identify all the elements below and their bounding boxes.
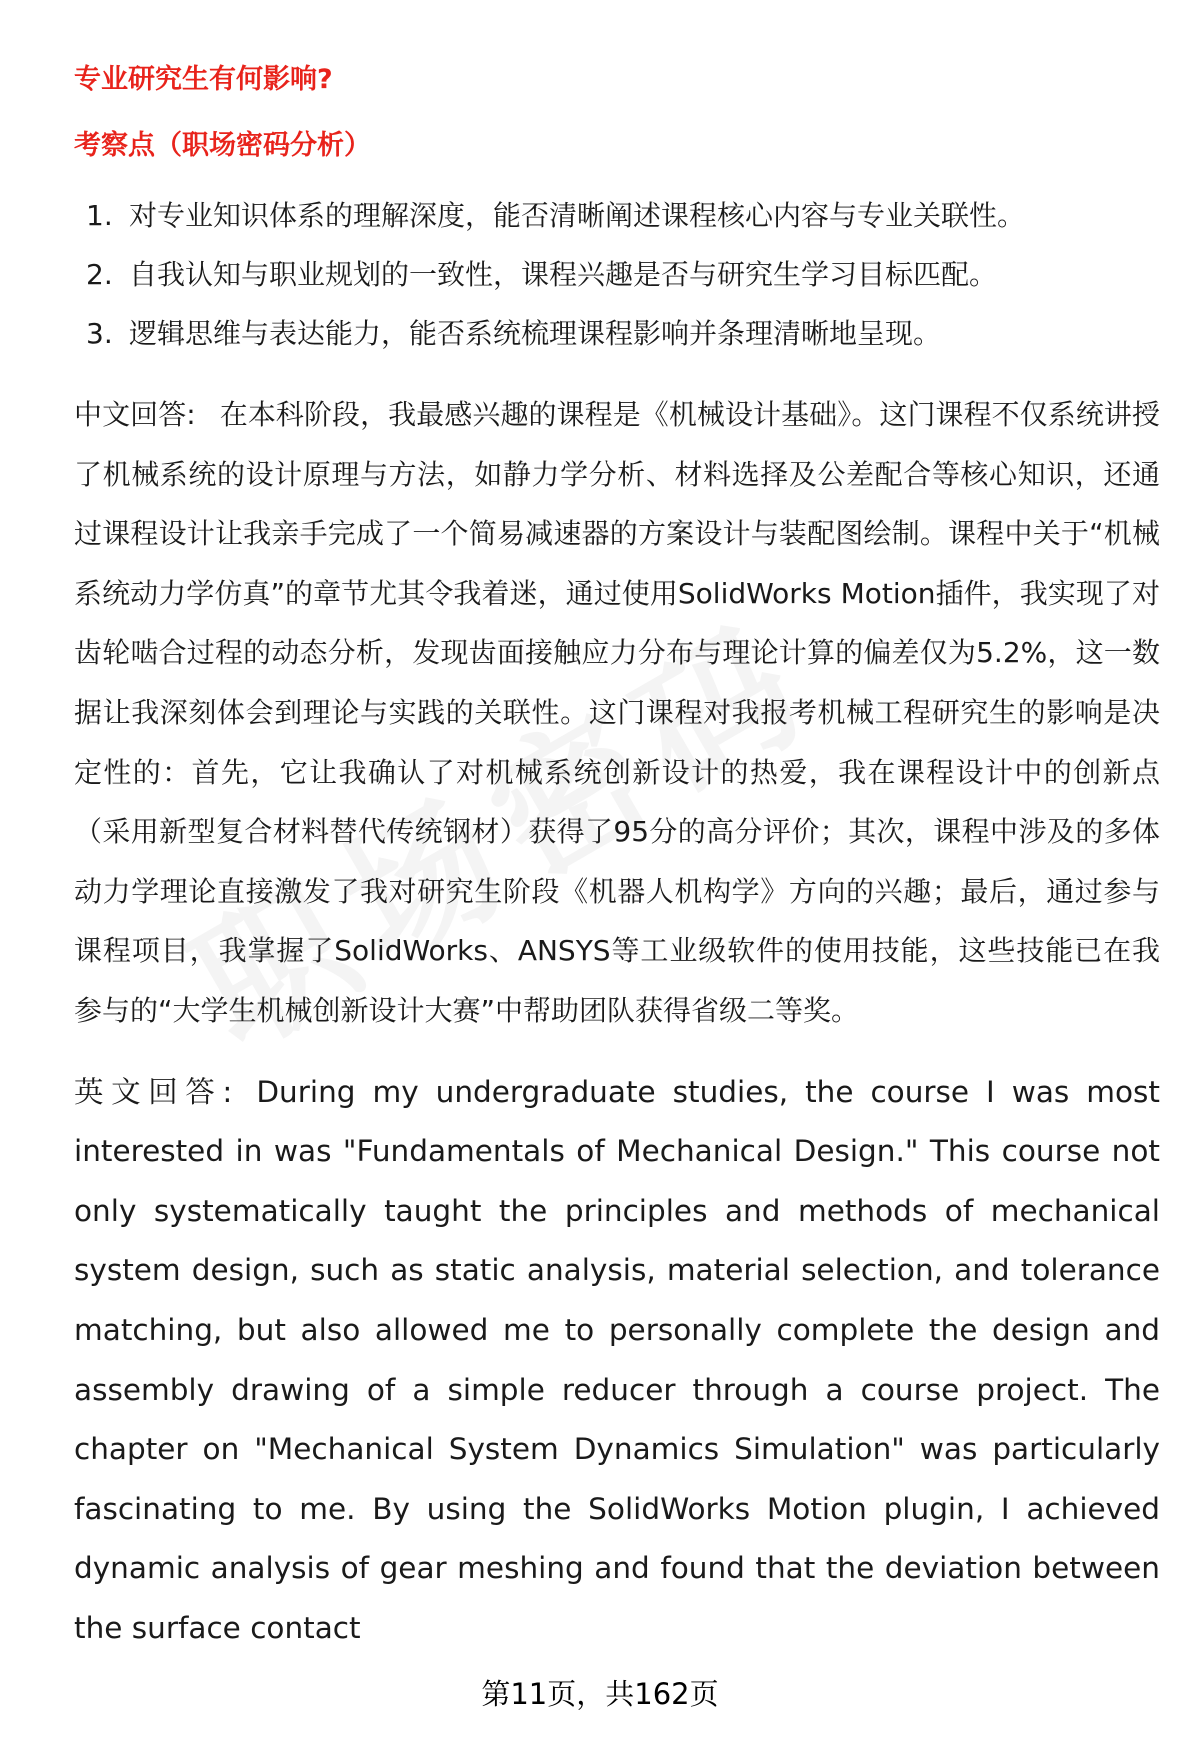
- english-answer-label: 英文回答:: [74, 1074, 233, 1109]
- chinese-answer-label: 中文回答:: [74, 398, 196, 431]
- list-item-number: 1.: [86, 199, 113, 232]
- list-item-text: 逻辑思维与表达能力，能否系统梳理课程影响并条理清晰地呈现。: [129, 317, 942, 350]
- exam-points-list: [74, 186, 1160, 363]
- page-content: [74, 58, 1160, 1658]
- list-item-number: 3.: [86, 317, 113, 350]
- list-item-text: 对专业知识体系的理解深度，能否清晰阐述课程核心内容与专业关联性。: [129, 199, 1026, 232]
- chinese-answer-text: 在本科阶段，我最感兴趣的课程是《机械设计基础》。这门课程不仅系统讲授了机械系统的设计原理与方法，如静力学分析、材料选择及公差配合等核心知识，还通过课程设计让我亲手完成了一个简易减速器的方案设计与装配图绘制。课程中关于“机械系统动力学仿真”的章节尤其令我着迷，通过使用SolidWorks Motion插件，我实现了对齿轮啮合过程的动态分析，发现齿面接触应力分布与理论计算的偏差仅为5.2%，这一数据让我深刻体会到理论与实践的关联性。这门课程对我报考机械工程研究生的影响是决定性的：首先，它让我确认了对机械系统创新设计的热爱，我在课程设计中的创新点（采用新型复合材料替代传统钢材）获得了95分的高分评价；其次，课程中涉及的多体动力学理论直接激发了我对研究生阶段《机器人机构学》方向的兴趣；最后，通过参与课程项目，我掌握了SolidWorks、ANSYS等工业级软件的使用技能，这些技能已在我参与的“大学生机械创新设计大赛”中帮助团队获得省级二等奖。: [74, 398, 1160, 1027]
- page-number-footer: 第11页，共162页: [481, 1677, 719, 1711]
- exam-points-heading: 考察点（职场密码分析）: [74, 130, 371, 161]
- list-item: [74, 245, 1160, 304]
- list-item: [74, 186, 1160, 245]
- english-answer-text: During my undergraduate studies, the course I was most interested in was "Fundamentals of Mechanical Design." This course not only systematically taught the principles and methods of mechanical system design, such as static analysis, material selection, and tolerance matching, but also allowed me to personally complete the design and assembly drawing of a simple reducer through a course project. The chapter on "Mechanical System Dynamics Simulation" was particularly fascinating to me. By using the SolidWorks Motion plugin, I achieved dynamic analysis of gear meshing and found that the deviation between the surface contact: [74, 1074, 1160, 1645]
- question-heading: 专业研究生有何影响?: [74, 64, 333, 95]
- chinese-answer: [74, 385, 1160, 1041]
- list-item-number: 2.: [86, 258, 113, 291]
- list-item-text: 自我认知与职业规划的一致性，课程兴趣是否与研究生学习目标匹配。: [129, 258, 998, 291]
- english-answer: [74, 1063, 1160, 1659]
- list-item: [74, 304, 1160, 363]
